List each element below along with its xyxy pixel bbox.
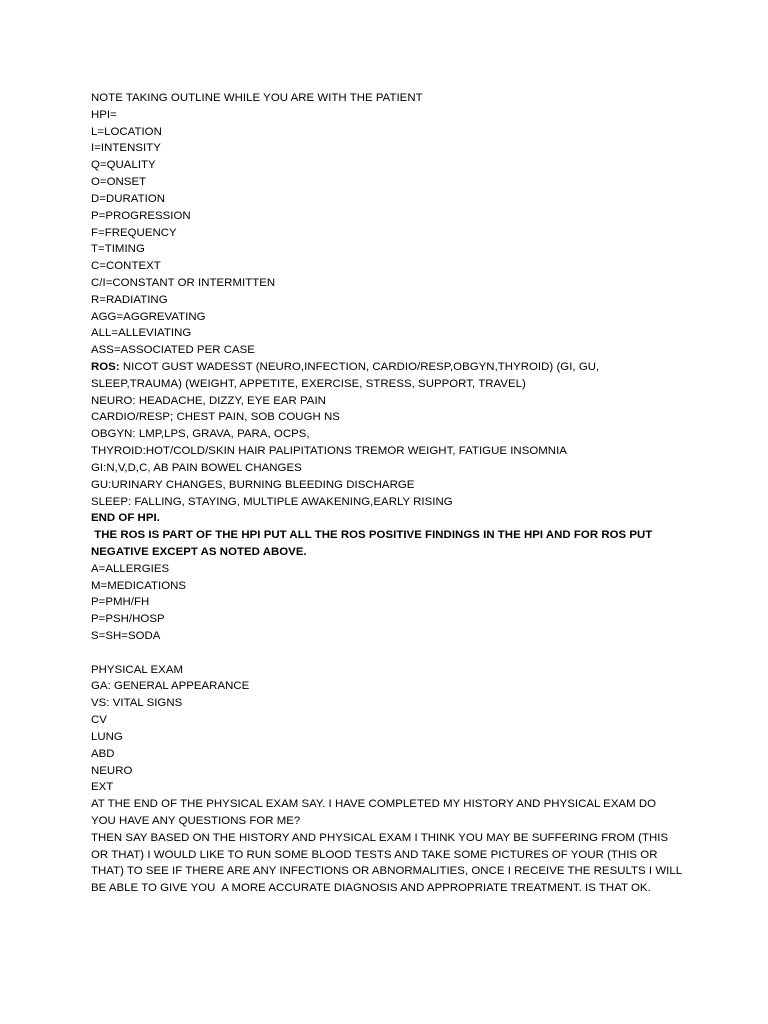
hpi-item: ALL=ALLEVIATING [91,327,192,340]
hpi-item: ASS=ASSOCIATED PER CASE [91,344,255,357]
ros-item: GU:URINARY CHANGES, BURNING BLEEDING DISCHARGE [91,478,415,491]
hpi-item: C=CONTEXT [91,260,161,273]
hpi-item: T=TIMING [91,243,145,256]
ros-line [91,359,691,376]
physical-exam-item: CV [91,714,107,727]
hpi-item: R=RADIATING [91,293,168,306]
ros-item: CARDIO/RESP; CHEST PAIN, SOB COUGH NS [91,411,340,424]
closing-line: YOU HAVE ANY QUESTIONS FOR ME? [91,814,301,827]
physical-exam-item: LUNG [91,730,123,743]
ros-item: SLEEP: FALLING, STAYING, MULTIPLE AWAKENING,EARLY RISING [91,495,453,508]
physical-exam-heading: PHYSICAL EXAM [91,663,184,676]
history-item: P=PMH/FH [91,596,150,609]
hpi-item: P=PROGRESSION [91,209,191,222]
closing-line: BE ABLE TO GIVE YOU A MORE ACCURATE DIAGNOSIS AND APPROPRIATE TREATMENT. IS THAT OK. [91,882,651,895]
history-item: P=PSH/HOSP [91,613,165,626]
hpi-item: D=DURATION [91,192,166,205]
hpi-item: L=LOCATION [91,125,162,138]
ros-item: THYROID:HOT/COLD/SKIN HAIR PALIPITATIONS TREMOR WEIGHT, FATIGUE INSOMNIA [91,445,567,458]
hpi-item: F=FREQUENCY [91,226,177,239]
history-item: S=SH=SODA [91,630,161,642]
hpi-heading: HPI= [91,108,117,121]
physical-exam-item: EXT [91,781,114,794]
physical-exam-item: ABD [91,747,115,760]
document-title: NOTE TAKING OUTLINE WHILE YOU ARE WITH THE PATIENT [91,92,423,104]
ros-note-line: NEGATIVE EXCEPT AS NOTED ABOVE. [91,545,307,558]
ros-item: OBGYN: LMP,LPS, GRAVA, PARA, OCPS, [91,428,310,441]
closing-line: AT THE END OF THE PHYSICAL EXAM SAY. I HAVE COMPLETED MY HISTORY AND PHYSICAL EXAM DO [91,798,657,811]
physical-exam-item: VS: VITAL SIGNS [91,697,183,710]
hpi-item: AGG=AGGREVATING [91,310,206,323]
hpi-item: C/I=CONSTANT OR INTERMITTEN [91,276,276,289]
ros-line-text: NICOT GUST WADESST (NEURO,INFECTION, CARDIO/RESP,OBGYN,THYROID) (GI, GU, [119,361,600,373]
ros-line-continued: SLEEP,TRAUMA) (WEIGHT, APPETITE, EXERCISE, STRESS, SUPPORT, TRAVEL) [91,377,526,390]
hpi-item: O=ONSET [91,176,147,189]
ros-label: ROS: [91,361,120,373]
physical-exam-item: GA: GENERAL APPEARANCE [91,680,250,693]
closing-line: THAT) TO SEE IF THERE ARE ANY INFECTIONS OR ABNORMALITIES, ONCE I RECEIVE THE RESULTS I WILL [91,865,683,878]
hpi-item: Q=QUALITY [91,159,156,172]
spacer [91,645,691,662]
closing-line: OR THAT) I WOULD LIKE TO RUN SOME BLOOD TESTS AND TAKE SOME PICTURES OF YOUR (THIS OR [91,848,658,861]
physical-exam-item: NEURO [91,764,133,777]
history-item: M=MEDICATIONS [91,579,187,592]
ros-item: GI:N,V,D,C, AB PAIN BOWEL CHANGES [91,461,302,474]
hpi-item: I=INTENSITY [91,142,161,155]
closing-line: THEN SAY BASED ON THE HISTORY AND PHYSICAL EXAM I THINK YOU MAY BE SUFFERING FROM (THIS [91,831,669,844]
ros-note-line: THE ROS IS PART OF THE HPI PUT ALL THE ROS POSITIVE FINDINGS IN THE HPI AND FOR ROS PUT [91,529,653,542]
end-of-hpi: END OF HPI. [91,512,160,525]
history-item: A=ALLERGIES [91,562,170,575]
document-page [91,90,691,897]
ros-item: NEURO: HEADACHE, DIZZY, EYE EAR PAIN [91,394,326,407]
